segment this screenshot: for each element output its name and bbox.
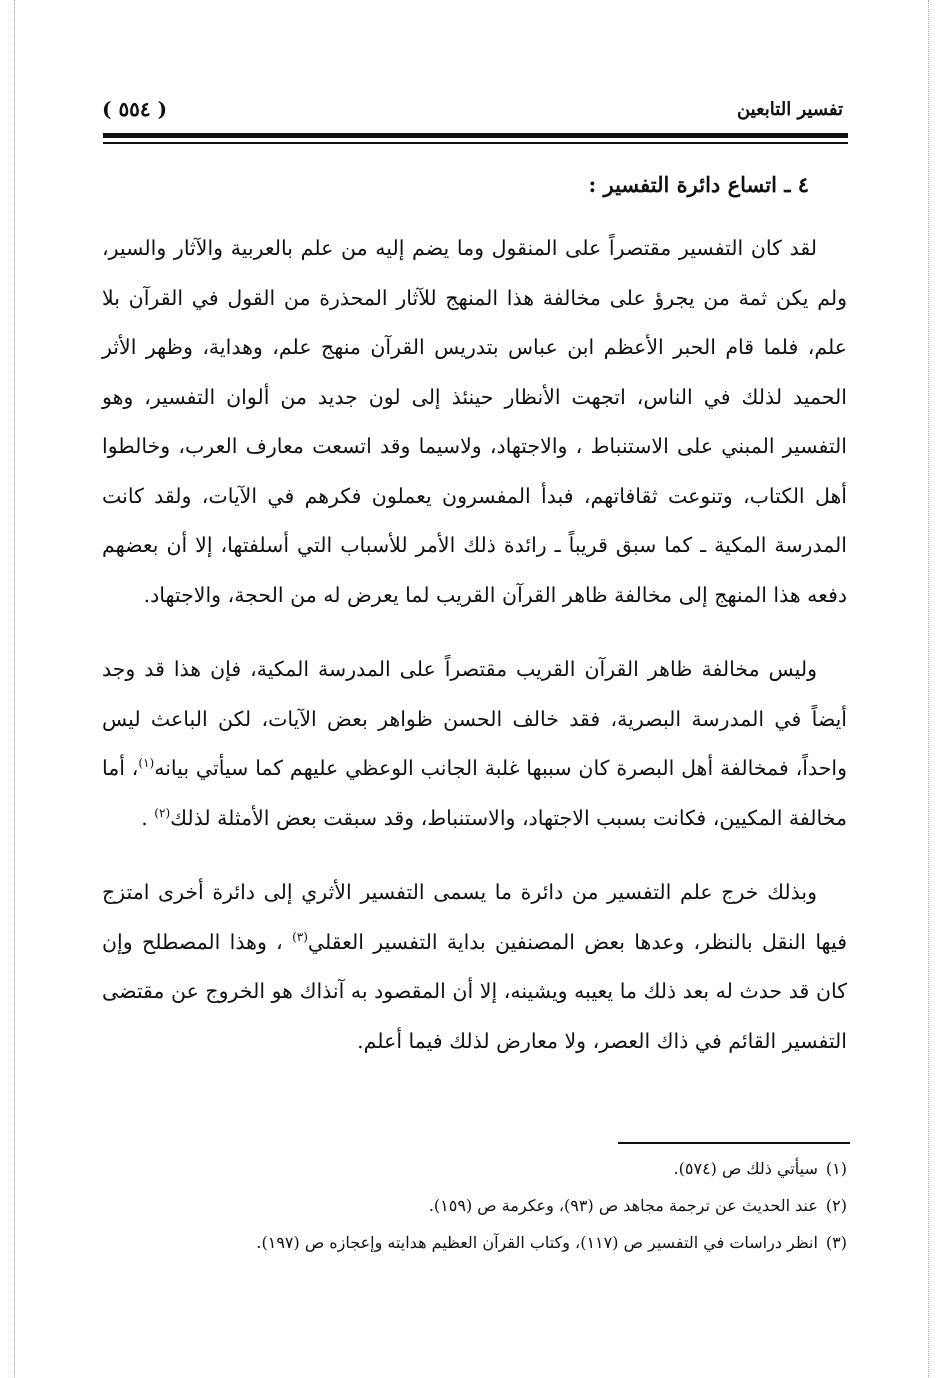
- paragraph: [102, 868, 847, 1066]
- page-header: [100, 95, 845, 129]
- paragraph-text: .: [141, 805, 155, 830]
- footnote-text: انظر دراسات في التفسير ص (١١٧)، وكتاب القرآن العظيم هدايته وإعجازه ص (١٩٧).: [256, 1233, 818, 1252]
- footnote: [102, 1150, 847, 1187]
- footnote-separator: [618, 1142, 850, 1144]
- main-text: [102, 160, 847, 1091]
- paragraphs: [102, 224, 847, 1066]
- footnote-number: (١): [825, 1159, 847, 1178]
- footnote-number: (٣): [825, 1233, 847, 1252]
- scan-edge-right: [928, 0, 929, 1378]
- running-title: تفسير التابعين: [736, 99, 843, 120]
- header-rule-thick: [103, 133, 848, 138]
- footnote-text: عند الحديث عن ترجمة مجاهد ص (٩٣)، وعكرمة ص (١٥٩).: [428, 1196, 818, 1215]
- paragraph: [102, 645, 847, 843]
- paragraph-text: لقد كان التفسير مقتصراً على المنقول وما يضم إليه من علم بالعربية والآثار والسير، ولم يكن ثمة من يجرؤ على مخالفة هذا المنهج للآثار المحذرة من القول في القرآن بلا علم، فلما قام الحبر الأعظم ابن عباس بتدريس القرآن منهج علم، وهداية، وظهر الأثر الحميد لذلك في الناس، اتجهت الأنظار حينئذ إلى لون جديد من ألوان التفسير، وهو التفسير المبني على الاستنباط ، والاجتهاد، ولاسيما وقد اتسعت معارف العرب، وخالطوا أهل الكتاب، وتنوعت ثقافاتهم، فبدأ المفسرون يعملون فكرهم في الآيات، ولقد كانت المدرسة المكية ـ كما سبق قريباً ـ رائدة ذلك الأمر للأسباب التي أسلفتها، إلا أن بعضهم دفعه هذا المنهج إلى مخالفة ظاهر القرآن القريب لما يعرض له من الحجة، والاجتهاد.: [102, 236, 847, 607]
- footnotes: [102, 1150, 847, 1261]
- footnote-ref: (٣): [292, 929, 308, 944]
- section-heading: ٤ ـ اتساع دائرة التفسير :: [588, 172, 809, 197]
- paragraph: [102, 224, 847, 620]
- paragraph-text: وبذلك خرج علم التفسير من دائرة ما يسمى التفسير الأثري إلى دائرة أخرى امتزج فيها النقل بالنظر، وعدها بعض المصنفين بداية التفسير العقلي: [102, 880, 847, 954]
- paragraph-text: ، أما مخالفة المكيين، فكانت بسبب الاجتهاد، والاستنباط، وقد سبقت بعض الأمثلة لذلك: [102, 756, 847, 830]
- header-rule-thin: [103, 142, 848, 144]
- paragraph-text: ، وهذا المصطلح وإن كان قد حدث له بعد ذلك ما يعيبه ويشينه، إلا أن المقصود به آنذاك هو الخروج عن مقتضى التفسير القائم في ذاك العصر، ولا معارض لذلك فيما أعلم.: [102, 929, 847, 1053]
- footnote-number: (٢): [825, 1196, 847, 1215]
- page-number: ( ٥٥٤ ): [102, 97, 168, 121]
- footnote-ref: (٢): [154, 805, 171, 820]
- footnote-text: سيأتي ذلك ص (٥٧٤).: [673, 1159, 818, 1178]
- footnote-ref: (١): [138, 756, 155, 771]
- scan-edge-left: [14, 0, 15, 1378]
- footnote: [102, 1187, 847, 1224]
- footnote: [102, 1224, 847, 1261]
- paragraph-text: وليس مخالفة ظاهر القرآن القريب مقتصراً على المدرسة المكية، فإن هذا قد وجد أيضاً في المدرسة البصرية، فقد خالف الحسن ظواهر بعض الآيات، لكن الباعث ليس واحداً، فمخالفة أهل البصرة كان سببها غلبة الجانب الوعظي عليهم كما سيأتي بيانه: [102, 657, 847, 780]
